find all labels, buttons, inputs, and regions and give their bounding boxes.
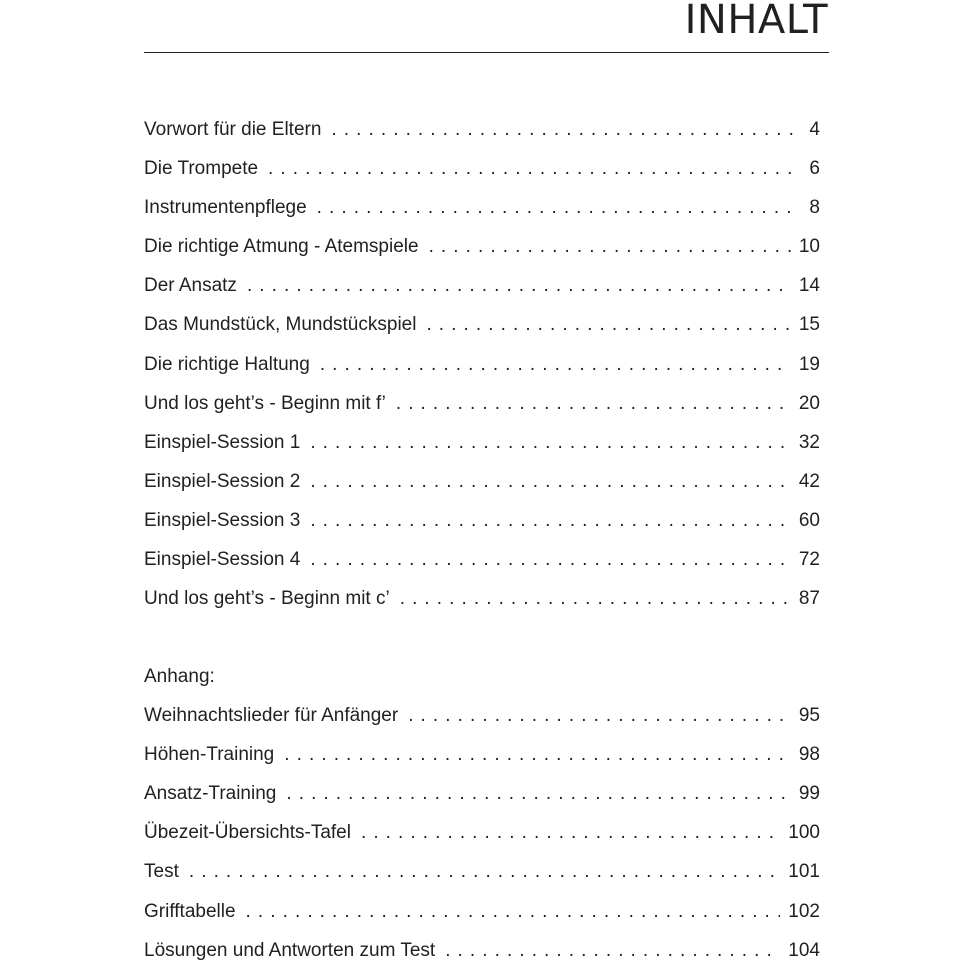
toc-entry-title: Einspiel-Session 1 (144, 431, 301, 453)
toc-row (144, 897, 820, 936)
toc-entry-title: Und los geht’s - Beginn mit c’ (144, 588, 390, 610)
toc-entry-title: Ansatz-Training (144, 783, 277, 805)
dot-leader (331, 115, 798, 145)
dot-leader (286, 779, 791, 809)
table-of-contents (144, 115, 820, 623)
toc-page-number: 102 (788, 900, 820, 922)
dot-leader (246, 897, 781, 927)
toc-page-number: 87 (798, 588, 820, 610)
page-title: INHALT (684, 0, 828, 43)
dot-leader (247, 271, 791, 301)
toc-row (144, 350, 820, 389)
toc-page-number: 19 (798, 353, 820, 375)
toc-page-number: 42 (798, 470, 820, 492)
toc-entry-title: Übezeit-Übersichts-Tafel (144, 822, 351, 844)
toc-page-number: 60 (798, 509, 820, 531)
toc-entry-title: Einspiel-Session 4 (144, 549, 301, 571)
appendix-section (144, 662, 820, 975)
dot-leader (445, 936, 780, 966)
toc-row (144, 467, 820, 506)
toc-page-number: 10 (798, 236, 820, 258)
toc-page-number: 72 (798, 549, 820, 571)
dot-leader (189, 857, 780, 887)
dot-leader (310, 467, 791, 497)
dot-leader (284, 740, 791, 770)
dot-leader (426, 310, 790, 340)
toc-row (144, 115, 820, 154)
toc-row (144, 506, 820, 545)
toc-row (144, 271, 820, 310)
toc-page-number: 95 (798, 705, 820, 727)
toc-row (144, 389, 820, 428)
toc-entry-title: Weihnachtslieder für Anfänger (144, 705, 399, 727)
toc-row (144, 740, 820, 779)
toc-entry-title: Einspiel-Session 3 (144, 509, 301, 531)
toc-page-number: 4 (809, 119, 820, 140)
toc-page-number: 15 (798, 314, 820, 336)
dot-leader (400, 584, 791, 614)
title-divider (144, 52, 829, 53)
toc-page-number: 20 (798, 392, 820, 414)
toc-row (144, 584, 820, 623)
toc-entry-title: Instrumentenpflege (144, 197, 307, 219)
dot-leader (268, 154, 798, 184)
toc-page-number: 14 (798, 275, 820, 297)
appendix-heading: Anhang: (144, 666, 215, 687)
toc-row (144, 154, 820, 193)
toc-page-number: 101 (788, 861, 820, 883)
dot-leader (310, 545, 791, 575)
toc-entry-title: Lösungen und Antworten zum Test (144, 939, 436, 961)
toc-page-number: 98 (798, 744, 820, 766)
toc-row (144, 779, 820, 818)
toc-entry-title: Die richtige Atmung - Atemspiele (144, 236, 419, 258)
toc-entry-title: Test (144, 861, 179, 883)
toc-entry-title: Die richtige Haltung (144, 353, 310, 375)
toc-entry-title: Vorwort für die Eltern (144, 119, 322, 140)
toc-entry-title: Höhen-Training (144, 744, 275, 766)
dot-leader (320, 350, 791, 380)
toc-page-number: 8 (809, 197, 820, 219)
toc-row (144, 232, 820, 271)
toc-row (144, 193, 820, 232)
toc-row (144, 857, 820, 896)
toc-entry-title: Der Ansatz (144, 275, 237, 297)
toc-entry-title: Und los geht’s - Beginn mit f’ (144, 392, 386, 414)
toc-entry-title: Das Mundstück, Mundstückspiel (144, 314, 417, 336)
toc-page-number: 99 (798, 783, 820, 805)
toc-row (144, 545, 820, 584)
dot-leader (361, 818, 780, 848)
toc-entry-title: Grifftabelle (144, 900, 236, 922)
dot-leader (317, 193, 798, 223)
toc-entry-title: Die Trompete (144, 158, 259, 180)
toc-page-number: 6 (809, 158, 820, 180)
toc-page-number: 100 (788, 822, 820, 844)
toc-row (144, 428, 820, 467)
toc-page-number: 32 (798, 431, 820, 453)
toc-entry-title: Einspiel-Session 2 (144, 470, 301, 492)
toc-row (144, 310, 820, 349)
toc-page-number: 104 (788, 939, 820, 961)
dot-leader (396, 389, 791, 419)
toc-row (144, 701, 820, 740)
dot-leader (429, 232, 791, 262)
dot-leader (408, 701, 791, 731)
dot-leader (310, 428, 791, 458)
dot-leader (310, 506, 791, 536)
toc-row (144, 818, 820, 857)
